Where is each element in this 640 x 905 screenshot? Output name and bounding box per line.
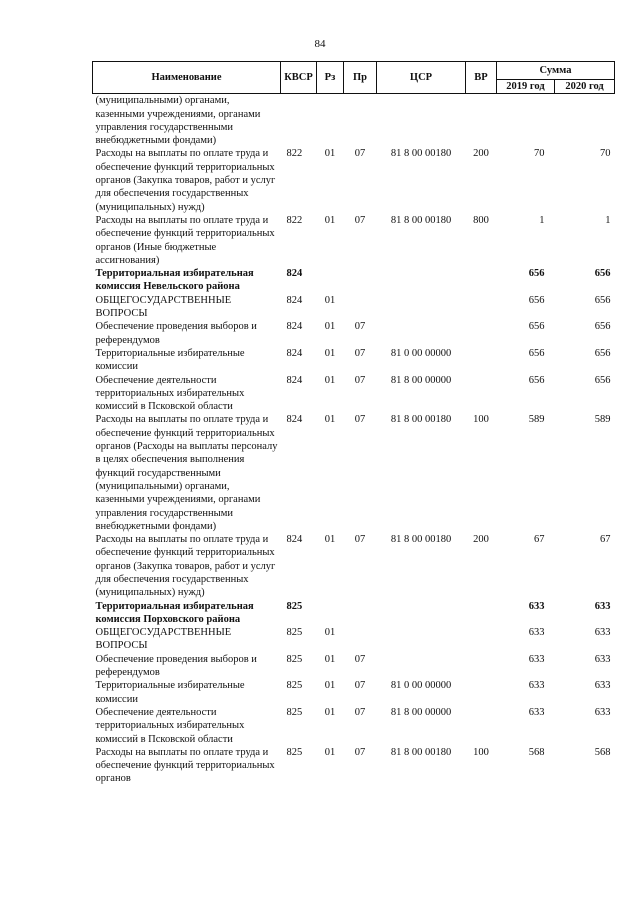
cell-name: Территориальные избирательные комиссии [95, 347, 245, 373]
cell-kvsr: 824 [286, 374, 303, 386]
cell-sum-2020: 633 [594, 653, 611, 665]
cell-csr: 81 8 00 00180 [390, 148, 452, 160]
cell-kvsr: 824 [286, 268, 303, 280]
cell-kvsr: 822 [286, 148, 303, 160]
table-row [93, 347, 615, 374]
cell-sum-2019: 633 [528, 600, 545, 612]
table-row [93, 533, 615, 599]
cell-vr [466, 626, 497, 653]
table-row [93, 267, 615, 294]
cell-name: Расходы на выплаты по оплате труда и обеспечение функций территориальных органов (Закупка товаров, работ и услуг для обеспечения государственных (муниципальных) нужд) [95, 534, 276, 599]
cell-sum-2020: 656 [594, 268, 611, 280]
cell-rz [317, 267, 344, 294]
cell-vr [466, 374, 497, 414]
cell-csr: 81 8 00 00180 [390, 534, 452, 546]
cell-pr: 07 [354, 321, 366, 333]
cell-vr: 800 [473, 214, 489, 226]
table-header [93, 62, 615, 94]
cell-csr [377, 653, 466, 680]
cell-name: Расходы на выплаты по оплате труда и обеспечение функций территориальных органов (Закупка товаров, работ и услуг для обеспечения государственных (муниципальных) нужд) [95, 148, 276, 213]
budget-table [92, 61, 615, 786]
cell-sum-2019: 656 [528, 321, 545, 333]
cell-sum-2019: 568 [528, 746, 545, 758]
cell-sum-2019: 633 [528, 706, 545, 718]
cell-kvsr: 825 [286, 746, 303, 758]
cell-kvsr: 824 [286, 321, 303, 333]
cell-name: Территориальная избирательная комиссия Порховского района [95, 600, 254, 625]
cell-vr [466, 600, 497, 627]
cell-sum-2019: 656 [528, 374, 545, 386]
cell-name: Территориальная избирательная комиссия Невельского района [95, 268, 254, 293]
cell-sum-2020: 656 [594, 321, 611, 333]
cell-sum-2020: 1 [605, 214, 611, 226]
cell-sum-2020: 633 [594, 600, 611, 612]
table-row [93, 94, 615, 148]
cell-sum-2020: 656 [594, 347, 611, 359]
table-row [93, 653, 615, 680]
cell-vr [466, 706, 497, 746]
cell-sum-2020: 568 [594, 746, 611, 758]
cell-name: Обеспечение проведения выборов и референдумов [95, 321, 257, 346]
cell-name: ОБЩЕГОСУДАРСТВЕННЫЕ ВОПРОСЫ [95, 627, 232, 652]
header-sum: Сумма [497, 62, 615, 80]
page-number: 84 [314, 38, 326, 50]
table-row [93, 147, 615, 213]
header-pr: Пр [344, 62, 377, 94]
cell-sum-2020: 67 [600, 534, 611, 546]
table-row [93, 374, 615, 414]
cell-csr: 81 8 00 00000 [390, 374, 452, 386]
cell-sum-2020: 656 [594, 294, 611, 306]
cell-vr [466, 347, 497, 374]
cell-pr [344, 94, 377, 148]
cell-vr: 200 [473, 148, 489, 160]
cell-kvsr: 825 [286, 653, 303, 665]
cell-sum-2019: 633 [528, 653, 545, 665]
cell-pr [344, 600, 377, 627]
cell-pr: 07 [354, 347, 366, 359]
cell-csr [377, 626, 466, 653]
cell-rz [317, 600, 344, 627]
cell-pr: 07 [354, 680, 366, 692]
cell-vr [466, 320, 497, 347]
cell-csr [377, 320, 466, 347]
cell-rz: 01 [324, 214, 336, 226]
cell-csr [377, 294, 466, 321]
cell-kvsr: 825 [286, 680, 303, 692]
cell-csr: 81 0 00 00000 [390, 347, 452, 359]
cell-kvsr: 824 [286, 294, 303, 306]
table-row [93, 294, 615, 321]
cell-rz: 01 [324, 653, 336, 665]
cell-csr: 81 8 00 00000 [390, 706, 452, 718]
cell-name: Обеспечение проведения выборов и референдумов [95, 653, 257, 679]
cell-pr: 07 [354, 414, 366, 426]
cell-kvsr: 824 [286, 414, 303, 426]
cell-sum-2019: 656 [528, 294, 545, 306]
cell-csr [377, 94, 466, 148]
cell-pr: 07 [354, 746, 366, 758]
cell-vr [466, 94, 497, 148]
cell-rz [317, 94, 344, 148]
cell-sum-2019: 70 [534, 148, 545, 160]
table-row [93, 600, 615, 627]
cell-kvsr: 824 [286, 347, 303, 359]
cell-sum-2020: 633 [594, 680, 611, 692]
cell-sum-2020: 633 [594, 627, 611, 639]
table-row [93, 320, 615, 347]
cell-name: Расходы на выплаты по оплате труда и обеспечение функций территориальных органов [95, 746, 275, 785]
cell-sum-2019 [497, 94, 555, 148]
cell-kvsr: 824 [286, 534, 303, 546]
cell-rz: 01 [324, 706, 336, 718]
cell-pr [344, 267, 377, 294]
header-rz: Рз [317, 62, 344, 94]
table-row [93, 706, 615, 746]
cell-sum-2019: 656 [528, 268, 545, 280]
cell-rz: 01 [324, 347, 336, 359]
cell-pr: 07 [354, 214, 366, 226]
cell-vr [466, 294, 497, 321]
header-csr: ЦСР [377, 62, 466, 94]
cell-sum-2019: 633 [528, 627, 545, 639]
header-year-2019: 2019 год [497, 80, 555, 94]
cell-name: Обеспечение деятельности территориальных избирательных комиссий в Псковской области [95, 706, 245, 745]
cell-sum-2020: 589 [594, 414, 611, 426]
cell-rz: 01 [324, 746, 336, 758]
cell-rz: 01 [324, 321, 336, 333]
cell-csr: 81 8 00 00180 [390, 746, 452, 758]
cell-sum-2019: 633 [528, 680, 545, 692]
table-row [93, 679, 615, 706]
cell-pr [344, 294, 377, 321]
header-year-2020: 2020 год [555, 80, 615, 94]
cell-name: Расходы на выплаты по оплате труда и обеспечение функций территориальных органов (Расходы на выплаты персоналу в целях обеспечения выполнения функций государственными (муниципальными) органами, казенными учреждениями, органами управления государственными внебюджетными фондами) [95, 414, 278, 532]
cell-vr [466, 267, 497, 294]
cell-name: ОБЩЕГОСУДАРСТВЕННЫЕ ВОПРОСЫ [95, 294, 232, 320]
cell-sum-2020: 656 [594, 374, 611, 386]
cell-sum-2020: 70 [600, 148, 611, 160]
cell-vr: 200 [473, 534, 489, 546]
cell-sum-2020: 633 [594, 706, 611, 718]
cell-pr: 07 [354, 706, 366, 718]
cell-name: Расходы на выплаты по оплате труда и обеспечение функций территориальных органов (Иные бюджетные ассигнования) [95, 214, 275, 266]
header-name: Наименование [93, 62, 281, 94]
cell-kvsr: 822 [286, 214, 303, 226]
cell-kvsr: 825 [286, 706, 303, 718]
cell-pr: 07 [354, 374, 366, 386]
cell-name: Обеспечение деятельности территориальных избирательных комиссий в Псковской области [95, 374, 245, 413]
cell-csr [377, 600, 466, 627]
cell-pr: 07 [354, 148, 366, 160]
cell-sum-2019: 67 [534, 534, 545, 546]
cell-vr [466, 679, 497, 706]
cell-kvsr [281, 94, 317, 148]
cell-vr [466, 653, 497, 680]
cell-csr: 81 8 00 00180 [390, 214, 452, 226]
cell-csr: 81 0 00 00000 [390, 680, 452, 692]
cell-kvsr: 825 [286, 627, 303, 639]
cell-pr: 07 [354, 653, 366, 665]
cell-sum-2019: 656 [528, 347, 545, 359]
cell-vr: 100 [473, 414, 489, 426]
table-row [93, 413, 615, 533]
table-body [93, 94, 615, 786]
cell-rz: 01 [324, 680, 336, 692]
cell-name: (муниципальными) органами, казенными учреждениями, органами управления государственными внебюджетными фондами) [95, 95, 261, 147]
cell-vr: 100 [473, 746, 489, 758]
header-kvsr: КВСР [281, 62, 317, 94]
cell-csr [377, 267, 466, 294]
cell-csr: 81 8 00 00180 [390, 414, 452, 426]
cell-rz: 01 [324, 374, 336, 386]
table-row [93, 746, 615, 786]
cell-rz: 01 [324, 294, 336, 306]
cell-rz: 01 [324, 534, 336, 546]
cell-sum-2019: 1 [539, 214, 545, 226]
cell-rz: 01 [324, 627, 336, 639]
cell-pr [344, 626, 377, 653]
cell-sum-2020 [555, 94, 615, 148]
cell-rz: 01 [324, 148, 336, 160]
header-vr: ВР [466, 62, 497, 94]
table-row [93, 214, 615, 267]
cell-sum-2019: 589 [528, 414, 545, 426]
cell-name: Территориальные избирательные комиссии [95, 680, 245, 705]
table-row [93, 626, 615, 653]
cell-rz: 01 [324, 414, 336, 426]
cell-pr: 07 [354, 534, 366, 546]
cell-kvsr: 825 [286, 600, 303, 612]
